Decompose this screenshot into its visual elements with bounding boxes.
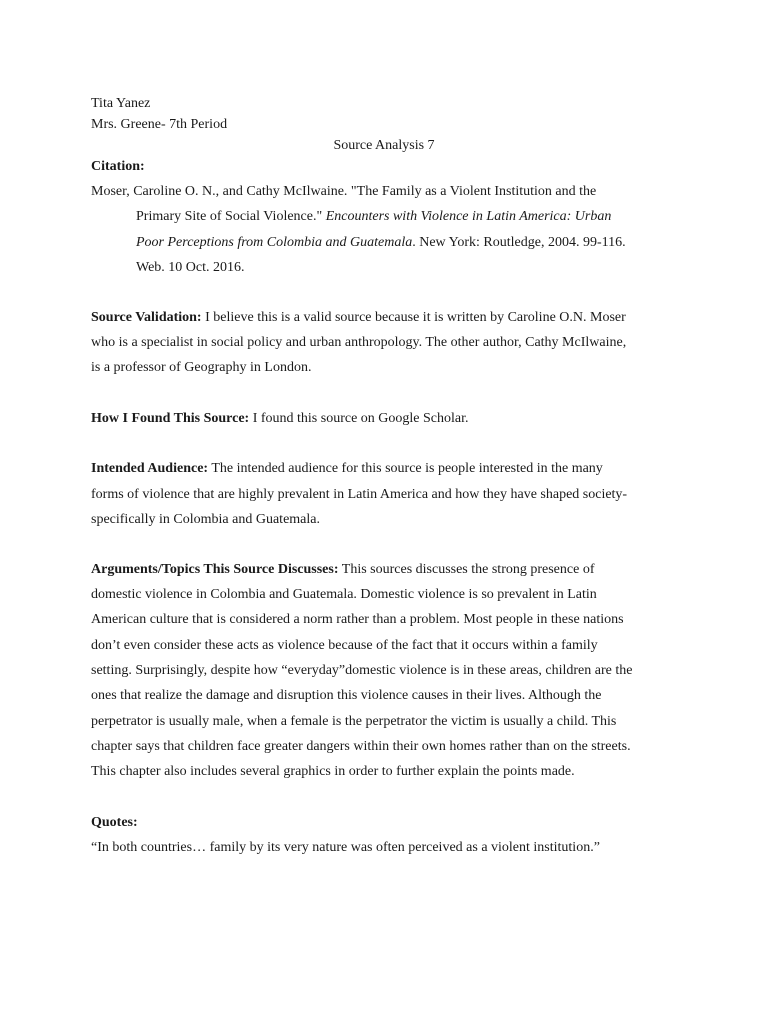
arguments-text: This sources discusses the strong presence of bbox=[338, 562, 595, 577]
arguments-heading: Arguments/Topics This Source Discusses: bbox=[91, 562, 339, 577]
source-validation-line bbox=[91, 311, 626, 325]
arguments-line bbox=[91, 563, 594, 577]
intended-audience-line bbox=[91, 462, 603, 476]
teacher-period: Mrs. Greene- 7th Period bbox=[91, 117, 228, 132]
arguments-line: domestic violence in Colombia and Guatemala. Domestic violence is so prevalent in Latin bbox=[91, 587, 597, 602]
arguments-line: American culture that is considered a norm rather than a problem. Most people in these nations bbox=[91, 612, 624, 627]
arguments-line: chapter says that children face greater dangers within their own homes rather than on the streets. bbox=[91, 739, 631, 754]
arguments-line: This chapter also includes several graphics in order to further explain the points made. bbox=[91, 764, 575, 779]
source-validation-heading: Source Validation: bbox=[91, 310, 202, 325]
citation-heading: Citation: bbox=[91, 159, 145, 174]
how-found-heading: How I Found This Source: bbox=[91, 411, 250, 426]
arguments-line: perpetrator is usually male, when a female is the perpetrator the victim is usually a child. This bbox=[91, 714, 617, 729]
arguments-line: setting. Surprisingly, despite how “everyday”domestic violence is in these areas, children are the bbox=[91, 663, 633, 678]
source-validation-text: I believe this is a valid source because it is written by Caroline O.N. Moser bbox=[201, 310, 626, 325]
citation-book-title-cont: Poor Perceptions from Colombia and Guatemala bbox=[136, 235, 413, 250]
arguments-line: don’t even consider these acts as violence because of the fact that it occurs within a family bbox=[91, 638, 598, 653]
how-found-line bbox=[91, 412, 469, 426]
quotes-heading: Quotes: bbox=[91, 815, 138, 830]
document-title: Source Analysis 7 bbox=[333, 138, 435, 153]
citation-line: Moser, Caroline O. N., and Cathy McIlwaine. "The Family as a Violent Institution and the bbox=[91, 184, 597, 199]
citation-line bbox=[136, 236, 626, 250]
student-name: Tita Yanez bbox=[91, 96, 151, 111]
intended-audience-heading: Intended Audience: bbox=[91, 461, 209, 476]
citation-line bbox=[136, 210, 611, 224]
quote-text: “In both countries… family by its very nature was often perceived as a violent institution.” bbox=[91, 840, 600, 855]
source-validation-line: who is a specialist in social policy and urban anthropology. The other author, Cathy McIlwaine, bbox=[91, 335, 627, 350]
intended-audience-line: specifically in Colombia and Guatemala. bbox=[91, 512, 320, 527]
citation-access-date: Web. 10 Oct. 2016. bbox=[136, 260, 245, 275]
citation-publisher: . New York: Routledge, 2004. 99-116. bbox=[412, 235, 626, 250]
intended-audience-line: forms of violence that are highly prevalent in Latin America and how they have shaped society- bbox=[91, 487, 628, 502]
source-validation-line: is a professor of Geography in London. bbox=[91, 360, 312, 375]
citation-book-title: Encounters with Violence in Latin America: Urban bbox=[325, 209, 612, 224]
citation-article-title-end: Primary Site of Social Violence." bbox=[136, 209, 326, 224]
intended-audience-text: The intended audience for this source is people interested in the many bbox=[208, 461, 603, 476]
arguments-line: ones that realize the damage and disruption this violence causes in their lives. Although the bbox=[91, 688, 602, 703]
how-found-text: I found this source on Google Scholar. bbox=[249, 411, 469, 426]
